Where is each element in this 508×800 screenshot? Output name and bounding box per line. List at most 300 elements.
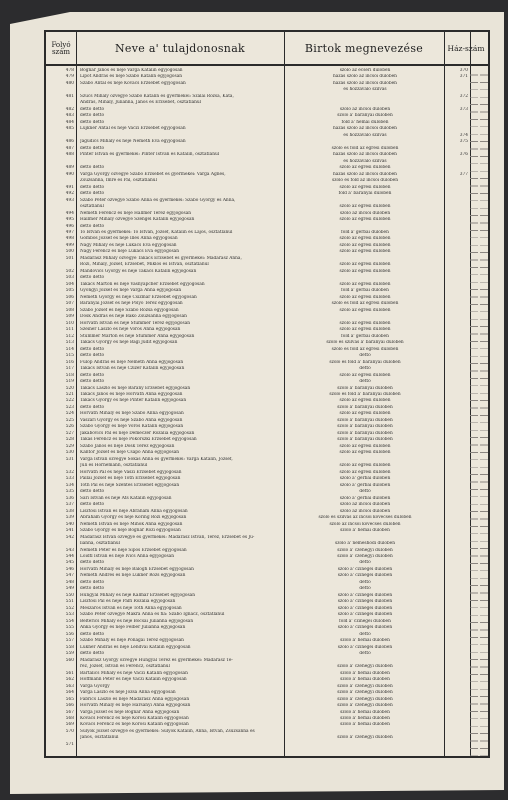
owner-name: detto detto [80, 346, 105, 352]
property-description: detto [359, 579, 371, 585]
row-number: 570 [65, 728, 74, 734]
owner-name: Mandovics György és neje Takács Katalin egyjogosan [80, 268, 197, 274]
row-number: 523 [65, 404, 74, 410]
owner-name: Stummer Márton és neje Stummer Anna egyjogosan [80, 333, 195, 339]
owner-name: detto detto [80, 106, 105, 112]
row-number: 519 [65, 379, 74, 385]
owner-name: Németh György és neje Csizmar Erzsébet egyjogosan [80, 294, 197, 300]
owner-name: detto detto [80, 145, 105, 151]
row-number: 493 [65, 197, 74, 203]
owner-name: Loidtl István és neje Ivics Anna egyjogosan [80, 554, 175, 559]
owner-name: Horváth Mihály és neje Szabó Anna egyjogosan [80, 411, 184, 417]
property-description: szőlő és szilvás a' baranyai dűlőben [326, 340, 404, 346]
property-description: szőlő a' czehegyi dűlőben [337, 554, 393, 559]
owner-name: detto detto [80, 651, 105, 657]
row-number: 484 [65, 119, 74, 125]
property-description: házas szőlő az incsói dűlőben [333, 74, 397, 80]
property-description: szőlő a' gerbai dűlőben [339, 476, 391, 482]
owner-name: Szabó Antal és neje Kovács Erzsébet egyjogosan [80, 80, 186, 86]
property-description: föld a' gerbai dűlőben [341, 333, 389, 339]
owner-name: Jagudics Mihály és neje Németh Éva egyjogosan [80, 139, 186, 145]
property-description: szőlő az egresi dűlőben [339, 450, 391, 456]
house-number: 370 [459, 68, 468, 73]
property-description: szőlő a' czehegyi dűlőben [337, 696, 393, 702]
owner-name: detto detto [80, 165, 105, 171]
owner-name: detto detto [80, 631, 105, 637]
property-description: detto [359, 353, 371, 359]
house-number: 377 [459, 171, 468, 177]
property-description: szőlő az egresi dűlőben [339, 262, 391, 268]
table-body [46, 68, 488, 758]
row-number: 505 [65, 288, 74, 294]
row-number: 569 [65, 722, 74, 728]
property-description: szőlő a' hemai dűlőben [340, 716, 390, 721]
property-description: házas szőlő az incsói dűlőben [333, 152, 397, 158]
row-number: 513 [65, 340, 74, 346]
owner-name: Szabó Péter özvegye Makra Anna és fia: Szabó Ignácz, osztatlanul [80, 612, 225, 618]
owner-name: detto detto [80, 560, 105, 566]
owner-name: Rozi, Mihály, József, Erzsébet, Miklós és István, osztatlanul [80, 262, 209, 268]
owner-name: osztatlanul [80, 204, 104, 210]
owner-name: Lukner András és neje Lendvai Katalin egyjogosan [80, 644, 191, 650]
row-number: 520 [65, 385, 74, 391]
property-description: szőlő az egresi dűlőben [339, 372, 391, 378]
owner-name: Kántor József és neje Csapó Anna egyjogosan [80, 450, 180, 456]
row-number: 518 [65, 372, 74, 378]
property-description: detto [359, 631, 371, 637]
property-description: szőlő a' baranyai dűlőben [337, 404, 393, 410]
row-number: 571 [65, 741, 74, 747]
header-owner-name: Neve a' tulajdonosnak [114, 42, 246, 56]
property-description: szőlő a' czehegyi dűlőben [337, 735, 393, 741]
owner-name: Lujkner Antal és neje Vaczi Erzsébet egyjogosan [80, 126, 186, 132]
row-number: 554 [65, 618, 74, 624]
owner-name: detto detto [80, 113, 105, 119]
property-description: szőlő a' hemai dűlőben [340, 709, 390, 715]
row-number: 498 [65, 236, 74, 242]
property-description: szőlő a' czinegei dűlőben [337, 605, 393, 611]
owner-name: detto detto [80, 404, 105, 410]
owner-name: Szabó József és neje Szabó Rozsa egyjogosan [80, 307, 179, 313]
row-number: 562 [65, 677, 74, 683]
owner-name: detto detto [80, 184, 105, 190]
property-description: föld a' hemai dűlőben [341, 119, 389, 125]
property-description: szőlő és föld az incsói dűlőben [332, 178, 398, 184]
owner-name: detto detto [80, 223, 105, 229]
property-description: szőlő az egresi dűlőben [339, 242, 391, 248]
row-number: 514 [65, 346, 74, 352]
header-folyo-szam: Folyó szám [51, 40, 71, 56]
row-number: 529 [65, 443, 74, 449]
row-number: 515 [65, 353, 74, 359]
row-number: 492 [65, 191, 74, 197]
owner-name: Takács Márton és neje Vasnyapcher Erzsébet egyjogosan [80, 281, 205, 287]
owner-name: detto detto [80, 119, 105, 125]
row-number: 489 [65, 165, 74, 171]
owner-name: Hoffmann Péter és neje Vaczi Katalin egyjogosan [80, 677, 187, 683]
owner-name: Horváth István és neje Stummer Teréz egyjogosan [80, 320, 191, 326]
owner-name: Hungyal Mihály és neje Kalmár Erzsébet egyjogosan [80, 592, 196, 598]
property-description: szőlő az incsói kövecses dűlőben [329, 521, 401, 527]
owner-name: Madarász István özvegye és gyermekei: Madarász István, Teréz, Erzsébet és Ju- [80, 534, 255, 540]
property-description: szőlő az egresi dűlőben [339, 327, 391, 333]
owner-name: Júli és Hornemann, osztatlanul [80, 463, 148, 469]
row-number: 485 [65, 126, 74, 132]
row-number: 525 [65, 417, 74, 423]
owner-name: János, osztatlanul [80, 735, 119, 741]
property-description: szőlő az egresi dűlőben [339, 184, 391, 190]
row-number: 511 [65, 327, 74, 333]
owner-name: lianna, osztatlanul [80, 541, 121, 547]
row-number: 535 [65, 489, 74, 495]
property-description: szőlő az egresi dűlőben [339, 217, 391, 223]
owner-name: Horváth Mihály és neje Balogh Erzsébet egyjogosan [80, 566, 194, 572]
owner-name: Bognár János és neje Varga Katalin egyjogosan [80, 68, 183, 73]
header-property: Birtok megnevezése [304, 42, 424, 56]
property-description: szőlő a' baranyai dűlőben [337, 113, 393, 119]
row-number: 486 [65, 139, 74, 145]
row-number: 524 [65, 411, 74, 417]
property-description: szőlő a' czehegyi dűlőben [337, 690, 393, 696]
row-number: 553 [65, 612, 74, 618]
property-description: szőlő a' baranyai dűlőben [337, 385, 393, 391]
owner-name: Fábrics László és neje Madarász Anna egyjogosan [80, 696, 190, 702]
owner-name: Fülöp András és neje Németh Anna egyjogosan [80, 359, 184, 365]
owner-name: Gyöngyi József és neje Varga Anna egyjogosan [80, 288, 182, 294]
row-number: 555 [65, 625, 74, 631]
owner-name: Nagy Mihály és neje Lukács Éva egyjogosan [80, 242, 177, 248]
property-description: detto [359, 651, 371, 657]
owner-name: Sári István és neje Ats Katalin egyjogosan [80, 495, 172, 501]
property-description: szőlő a' hemai dűlőben [340, 670, 390, 676]
property-description: szőlő a' baranyai dűlőben [337, 417, 393, 423]
property-description: szőlő az egresi dűlőben [339, 320, 391, 326]
property-description: szőlő az egresi dűlőben [339, 469, 391, 475]
property-description: és hozzávaló szilvás [343, 87, 387, 93]
row-number: 547 [65, 573, 74, 579]
row-number: 510 [65, 320, 74, 326]
row-number: 557 [65, 638, 74, 644]
row-number: 561 [65, 670, 74, 676]
row-number: 550 [65, 592, 74, 598]
house-number: 374 [459, 132, 468, 138]
property-description: szőlő az incsói dűlőben [339, 508, 391, 514]
property-description: szőlő az egresi dűlőben [339, 281, 391, 287]
row-number: 538 [65, 508, 74, 514]
property-description: szőlő az egresi dűlőben [339, 268, 391, 274]
row-number: 521 [65, 392, 74, 397]
owner-name: réz, József, István és Ferencz, osztatlanul [80, 664, 170, 670]
row-number: 526 [65, 424, 74, 430]
owner-name: Lipót András és neje Szabó Katalin egyjogosan [80, 74, 183, 80]
row-number: 508 [65, 307, 74, 313]
owner-name: Kovács Ferencz és neje Korosi Katalin egyjogosan [80, 716, 189, 721]
owner-name: Bartalics Mihály és neje Vaczi Katalin egyjogosan [80, 670, 188, 676]
property-description: szőlő az ecseri dűlőben [339, 68, 391, 73]
property-description: szőlő és föld az egresi dűlőben [331, 346, 399, 352]
property-description: szőlő a' czehegyi dűlőben [337, 683, 393, 689]
owner-name: Hallmer Mihály özvegye Szengel Katalin egyjogosan [80, 217, 195, 223]
property-description: szőlő és föld az egresi dűlőben [331, 145, 399, 151]
owner-name: Gombos József és neje Illés Anna egyjogosan [80, 236, 178, 242]
row-number: 495 [65, 217, 74, 223]
row-number: 499 [65, 242, 74, 248]
table-header [46, 32, 488, 66]
property-description: szőlő az egresi dűlőben [339, 443, 391, 449]
property-description: föld a' czinegei dűlőben [339, 618, 391, 624]
row-number: 558 [65, 644, 74, 650]
row-number: 496 [65, 223, 74, 229]
row-number: 546 [65, 566, 74, 572]
owner-name: detto detto [80, 372, 105, 378]
owner-name: Baranyai József és neje Pólyo Teréz egyjogosan [80, 301, 183, 307]
property-description: szőlő a' nemeshódi dűlőben [334, 541, 395, 547]
row-number: 497 [65, 230, 74, 235]
property-description: és hozzávaló szilvás [343, 132, 387, 138]
owner-name: Szücs Mihály özvegye Szabó Katalin és gyermekei: Szalai Rozsa, Kata, [80, 93, 234, 99]
row-number: 517 [65, 366, 74, 372]
owner-name: Zsuzsánna, Imre és Pál, osztatlanul [80, 178, 157, 184]
header-house-number: Ház-szám [447, 44, 485, 54]
property-description: detto [359, 489, 371, 495]
row-number: 548 [65, 579, 74, 585]
row-number: 502 [65, 268, 74, 274]
property-description: szőlő a' czehegyi dűlőben [337, 547, 393, 553]
row-number: 551 [65, 599, 74, 605]
row-number: 509 [65, 314, 74, 320]
row-number: 504 [65, 281, 74, 287]
owner-name: Szabó Mihály és neje Ponagai Teréz egyjogosan [80, 638, 184, 644]
row-number: 481 [65, 93, 74, 99]
property-description: szőlő a' baranyai dűlőben [337, 424, 393, 430]
house-number: 376 [459, 152, 468, 158]
property-description: szőlő a' czinegei dűlőben [337, 573, 393, 579]
property-description: szőlő a' hemai dűlőben [340, 722, 390, 728]
row-number: 537 [65, 502, 74, 508]
owner-name: Mészáros István és neje Tóth Anna egyjogosan [80, 605, 182, 611]
owner-name: Szabó Péter özvegye Szabó Anna és gyermekei: Szabó György és Anna, [80, 197, 236, 203]
row-number: 534 [65, 482, 74, 488]
row-number: 533 [65, 476, 74, 482]
row-number: 528 [65, 437, 74, 443]
property-description: szőlő az egresi dűlőben [339, 398, 391, 404]
property-description: szőlő az egresi dűlőben [339, 204, 391, 210]
property-description: és hozzávaló szilvás [343, 158, 387, 164]
property-description: szőlő a' czinegei dűlőben [337, 566, 393, 572]
house-number: 373 [459, 106, 468, 112]
owner-name: Lisztosi Pál és neje Pálfi Rozália egyjogosan [80, 599, 176, 605]
owner-name: Szeiner László és neje Vörös Anna egyjogosan [80, 327, 181, 333]
property-description: detto [359, 586, 371, 592]
row-number: 480 [65, 80, 74, 86]
owner-name: Vaszari György és neje Szabó Anna egyjogosan [80, 417, 183, 423]
owner-name: detto detto [80, 353, 105, 359]
owner-name: Madarász György özvegye Hungyal Teréz és gyermekei: Madarász Te- [80, 657, 233, 663]
property-description: szőlő az egresi dűlőben [339, 165, 391, 171]
property-description: szőlő a' czehegyi dűlőben [337, 703, 393, 709]
owner-name: Varga József és neje Bognár Anna egyjogosan [80, 709, 180, 715]
row-number: 564 [65, 690, 74, 696]
property-description: szőlő a' czinegei dűlőben [337, 599, 393, 605]
row-number: 488 [65, 152, 74, 158]
house-number: 372 [459, 93, 468, 99]
owner-name: Szabó György és neje Vörös Katalin egyjogosan [80, 424, 184, 430]
row-number: 494 [65, 210, 74, 216]
row-number: 567 [65, 709, 74, 715]
property-description: szőlő a' czinegei dűlőben [337, 625, 393, 631]
owner-name: Szabó György és neje Bognár Rozi egyjogosan [80, 528, 181, 534]
property-description: szőlő a' baranyai dűlőben [337, 437, 393, 443]
owner-name: Abrahám György és neje Koring Rozi egyjogosan [80, 515, 187, 521]
row-number: 568 [65, 716, 74, 721]
property-description: szőlő az incsói dűlőben [339, 502, 391, 508]
owner-name: Anka György és neje Felber Julianna egyjogosan [80, 625, 186, 631]
property-description: szőlő a' czehegyi dűlőben [337, 664, 393, 670]
owner-name: Sulyok József özvegye és gyermekei: Sulyok Katalin, Anna, István, Zsuzsánna és [80, 728, 255, 734]
row-number: 532 [65, 469, 74, 475]
property-description: szőlő az egresi dűlőben [339, 463, 391, 469]
row-number: 542 [65, 534, 74, 540]
owner-name: Pintér István és gyermekei: Pintér István és Katalin, osztatlanul [80, 152, 220, 158]
row-number: 539 [65, 515, 74, 521]
property-description: házas szőlő az incsói dűlőben [333, 171, 397, 177]
owner-name: Takács György és neje Pintér Katalin egyjogosan [80, 398, 187, 404]
table-row [46, 742, 488, 749]
property-description: szőlő az egresi dűlőben [339, 411, 391, 417]
owner-name: Takács György és neje Bagi Judit egyjogosan [80, 340, 178, 346]
owner-name: Takács János és neje Horváth Anna egyjogosan [80, 392, 183, 397]
row-number: 531 [65, 456, 74, 462]
property-description: szőlő az incsói dűlőben [339, 210, 391, 216]
owner-name: Kovács Ferencz és neje Korosi Katalin egyjogosan [80, 722, 189, 728]
owner-name: Nagy Ferencz és neje Lukács Éva egyjogosan [80, 249, 179, 255]
row-number: 563 [65, 683, 74, 689]
property-description: szőlő az egresi dűlőben [339, 294, 391, 300]
owner-name: Németh Ferencz és neje Hallmer Teréz egyjogosan [80, 210, 192, 216]
row-number: 552 [65, 605, 74, 611]
property-description: szőlő az egresi dűlőben [339, 307, 391, 313]
row-number: 522 [65, 398, 74, 404]
row-number: 559 [65, 651, 74, 657]
row-number: 543 [65, 547, 74, 553]
property-description: szőlő az incsói dűlőben [339, 106, 391, 112]
house-number: 371 [459, 74, 468, 80]
owner-name: Madarász Mihály özvegye Takács Erzsébet és gyermekei: Madarász Anna, [80, 255, 242, 261]
property-description: szőlő a' czinegei dűlőben [337, 644, 393, 650]
owner-name: Németh Péter és neje Sipos Erzsébet egyjogosan [80, 547, 187, 553]
row-number: 566 [65, 703, 74, 709]
property-description: detto [359, 379, 371, 385]
row-number: 478 [65, 68, 74, 73]
owner-name: detto detto [80, 275, 105, 281]
property-description: szőlő a' hemai dűlőben [340, 677, 390, 683]
row-number: 516 [65, 359, 74, 365]
row-number: 565 [65, 696, 74, 702]
owner-name: Németh István és neje Mihók Anna egyjogosan [80, 521, 183, 527]
owner-name: detto detto [80, 489, 105, 495]
owner-name: Szabó János és neje Dosk Teréz egyjogosan [80, 443, 175, 449]
owner-name: detto detto [80, 191, 105, 197]
row-number: 536 [65, 495, 74, 501]
register-table [44, 30, 490, 758]
property-description: szőlő a' hemai dűlőben [340, 528, 390, 534]
property-description: házas szőlő az incsói dűlőben [333, 80, 397, 86]
owner-name: Németh Andrés és neje Lukner Rozs egyjogosan [80, 573, 186, 579]
owner-name: detto detto [80, 379, 105, 385]
row-number: 540 [65, 521, 74, 527]
row-number: 482 [65, 106, 74, 112]
property-description: szőlő a' hemai dűlőben [340, 638, 390, 644]
owner-name: Horváth Pál és neje Vaszi Erzsébet egyjogosan [80, 469, 182, 475]
owner-name: Varga György özvegye Szabó Erzsébet és gyermekei: Varga Agnes, [80, 171, 226, 177]
property-description: szőlő a' czinegei dűlőben [337, 592, 393, 598]
row-number: 541 [65, 528, 74, 534]
property-description: szőlő és föld a' baranyai dűlőben [329, 392, 401, 397]
property-description: szőlő és föld a' baranyai dűlőben [329, 359, 401, 365]
row-number: 545 [65, 560, 74, 566]
property-description: föld a' baranyai dűlőben [338, 191, 392, 197]
property-description: szőlő és szilvás az incsói kövecses dűlőben [318, 515, 412, 521]
owner-name: Lisztosi István és neje Abrahám Anna egyjogosan [80, 508, 188, 514]
property-description: szőlő a' czinegei dűlőben [337, 612, 393, 618]
row-number: 483 [65, 113, 74, 119]
row-number: 503 [65, 275, 74, 281]
row-number: 507 [65, 301, 74, 307]
row-number: 500 [65, 249, 74, 255]
row-number: 530 [65, 450, 74, 456]
owner-name: detto detto [80, 586, 105, 592]
owner-name: Belterics Mihály és neje Bocsai Julianna egyjogosan [80, 618, 194, 624]
row-number: 490 [65, 171, 74, 177]
row-number: 512 [65, 333, 74, 339]
owner-name: Pallai József és neje Tóth Erzsébet egyjogosan [80, 476, 181, 482]
property-description: szőlő a' baranyai dűlőben [337, 430, 393, 436]
property-description: föld a' gerbai dűlőben [341, 230, 389, 235]
property-description: szőlő a' gerbai dűlőben [339, 495, 391, 501]
owner-name: detto detto [80, 579, 105, 585]
row-number: 501 [65, 255, 74, 261]
property-description: házas szőlő az incsói dűlőben [333, 126, 397, 132]
owner-name: Dosk András és neje Bakó Zsuzsánna egyjogosan [80, 314, 187, 320]
row-number: 479 [65, 74, 74, 80]
owner-name: Varga György [80, 683, 110, 689]
owner-name: Jakabovics Pál és neje Demeczer Rozália egyjogosan [80, 430, 195, 436]
owner-name: Takács László és neje Bárány Erzsébet egyjogosan [80, 385, 191, 391]
property-description: szőlő és föld az egresi dűlőben [331, 301, 399, 307]
property-description: szőlő az egresi dűlőben [339, 236, 391, 242]
owner-name: Takács István és neje Czizer Katalin egyjogosan [80, 366, 185, 372]
property-description: föld a' gerbai dűlőben [341, 288, 389, 294]
owner-name: Tóth Pál és neje Szentes Erzsébet egyjogosan [80, 482, 180, 488]
row-number: 549 [65, 586, 74, 592]
row-number: 487 [65, 145, 74, 151]
row-number: 491 [65, 184, 74, 190]
owner-name: András, Mihály, Julianna, János és Erzsébet, osztatlanul [80, 100, 202, 106]
row-number: 527 [65, 430, 74, 436]
owner-name: detto detto [80, 502, 105, 508]
property-description: detto [359, 560, 371, 566]
owner-name: Tó István és gyermekei: Tó István, József, Katalin és Lajos, osztatlanul [80, 230, 233, 235]
owner-name: Varga László és neje Jozsa Anna egyjogosan [80, 690, 176, 696]
row-number: 506 [65, 294, 74, 300]
row-number: 544 [65, 554, 74, 559]
owner-name: Takás Ferencz és neje Pokorszki Erzsébet egyjogosan [80, 437, 197, 443]
owner-name: Varga István özvegye Sokás Anna és gyermekei: Varga Katalin, József, [80, 456, 233, 462]
property-description: detto [359, 366, 371, 372]
property-description: szőlő a' gerbai dűlőben [339, 482, 391, 488]
row-number: 556 [65, 631, 74, 637]
property-description: szőlő az egresi dűlőben [339, 249, 391, 255]
